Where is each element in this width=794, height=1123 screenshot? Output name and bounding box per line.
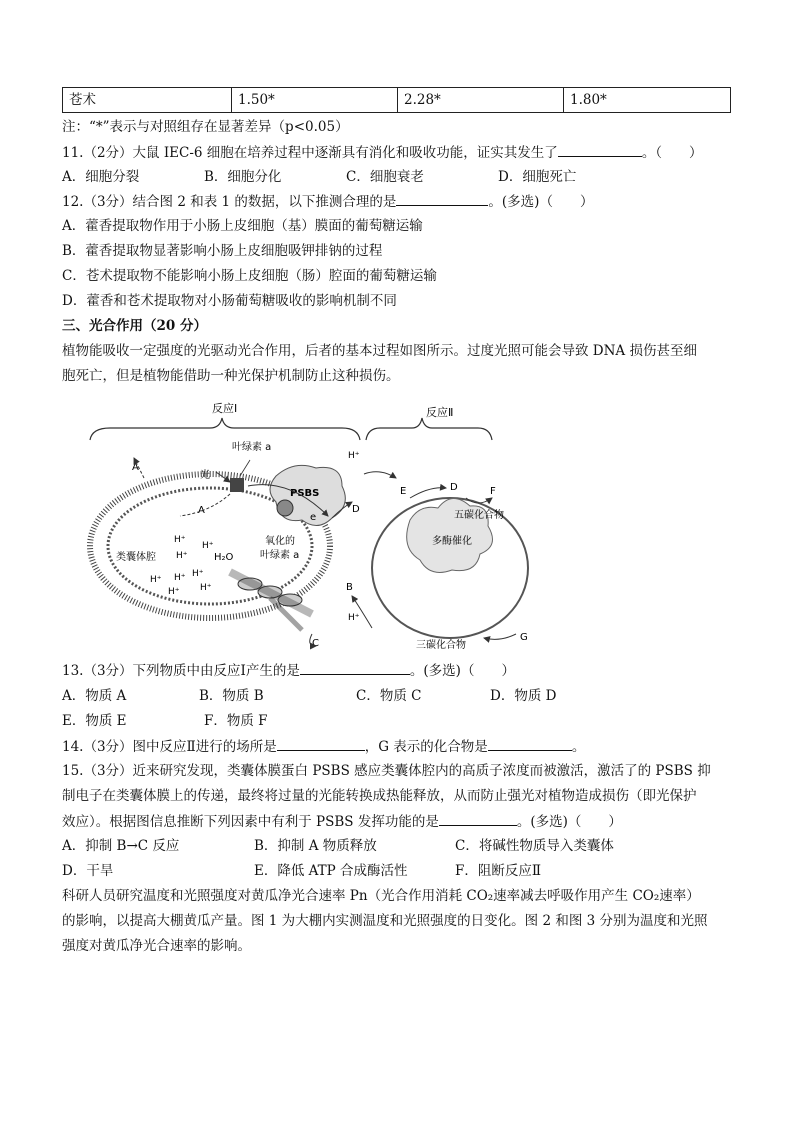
proton-right: H⁺ xyxy=(348,613,360,623)
enzymes-label: 多酶催化 xyxy=(432,536,472,547)
oxidized-chlorophyll-dot xyxy=(277,500,293,516)
q15-line-3 xyxy=(62,811,622,832)
q15-stem-text: 效应）。根据图信息推断下列因素中有利于 PSBS 发挥功能的是 xyxy=(62,814,439,830)
q14-stem xyxy=(62,736,585,757)
chlorophyll-label: 叶绿素 a xyxy=(232,442,272,453)
q14-stem-mid: ，G 表示的化合物是 xyxy=(364,739,488,755)
q13-option-d[interactable]: D．物质 D xyxy=(490,688,557,704)
q12-stem-tail: 。(多选)（ ） xyxy=(488,194,594,210)
q15-line-2: 制电子在类囊体膜上的传递，最终将过量的光能转换成热能释放，从而防止强光对植物造成损伤（即光保护 xyxy=(62,788,697,804)
q15-option-a[interactable]: A．抑制 B→C 反应 xyxy=(62,838,180,854)
pentose-label: 五碳化合物 xyxy=(454,510,504,521)
q11-answer-blank[interactable] xyxy=(558,142,642,157)
q13-stem-text: 13.（3分）下列物质中由反应Ⅰ产生的是 xyxy=(62,663,300,679)
q13-option-b[interactable]: B．物质 B xyxy=(199,688,264,704)
label-C: C xyxy=(312,638,319,649)
q13-answer-blank[interactable] xyxy=(300,660,410,675)
proton-7: H⁺ xyxy=(168,587,180,597)
atp-synthase xyxy=(230,572,312,630)
arrow-A-inner xyxy=(180,494,230,516)
proton-5: H⁺ xyxy=(174,573,186,583)
triose-label: 三碳化合物 xyxy=(416,640,466,651)
q13-option-f[interactable]: F．物质 F xyxy=(204,713,268,729)
q12-answer-blank[interactable] xyxy=(396,191,488,206)
light-label: 光 xyxy=(200,470,210,481)
q15-stem-tail: 。(多选)（ ） xyxy=(516,814,622,830)
q11-stem-tail: 。（ ） xyxy=(641,145,703,161)
reaction2-brace xyxy=(366,418,492,440)
label-B: B xyxy=(346,582,353,593)
arrow-from-G xyxy=(484,634,516,639)
q14-answer-blank-2[interactable] xyxy=(488,736,572,751)
q11-option-d[interactable]: D．细胞死亡 xyxy=(498,169,577,185)
photosynthesis-diagram xyxy=(80,398,550,660)
table-cell-name: 苍术 xyxy=(69,92,96,108)
closing-line-1: 科研人员研究温度和光照强度对黄瓜净光合速率 Pn（光合作用消耗 CO₂速率减去呼吸作用产生 CO₂速率） xyxy=(62,888,700,904)
reaction2-label: 反应Ⅱ xyxy=(426,406,454,419)
table-note: 注：“*”表示与对照组存在显著差异（p<0.05） xyxy=(62,119,349,135)
q11-option-a[interactable]: A．细胞分裂 xyxy=(62,169,140,185)
proton-4: H⁺ xyxy=(150,575,162,585)
q14-stem-text: 14.（3分）图中反应Ⅱ进行的场所是 xyxy=(62,739,277,755)
q15-option-d[interactable]: D．干旱 xyxy=(62,863,114,879)
psbs-label: PSBS xyxy=(290,488,320,499)
reaction1-label: 反应Ⅰ xyxy=(212,402,238,415)
closing-line-3: 强度对黄瓜净光合速率的影响。 xyxy=(62,938,251,954)
q12-stem xyxy=(62,191,593,212)
label-D-top: D xyxy=(450,482,458,493)
proton-1: H⁺ xyxy=(174,535,186,545)
label-F: F xyxy=(490,486,496,497)
reaction1-brace xyxy=(90,418,360,440)
q12-option-d[interactable]: D．藿香和苍术提取物对小肠葡萄糖吸收的影响机制不同 xyxy=(62,293,397,309)
q13-option-c[interactable]: C．物质 C xyxy=(356,688,422,704)
data-table-row xyxy=(62,87,731,113)
q15-option-c[interactable]: C．将碱性物质导入类囊体 xyxy=(455,838,614,854)
q14-answer-blank-1[interactable] xyxy=(277,736,365,751)
q13-option-e[interactable]: E．物质 E xyxy=(62,713,127,729)
oxidized-label-2: 叶绿素 a xyxy=(260,550,300,561)
label-D: D xyxy=(352,504,360,515)
q15-option-f[interactable]: F．阻断反应Ⅱ xyxy=(455,863,542,879)
q11-stem-text: 11.（2分）大鼠 IEC-6 细胞在培养过程中逐渐具有消化和吸收功能，证实其发生了 xyxy=(62,145,558,161)
q14-stem-tail: 。 xyxy=(571,739,586,755)
closing-line-2: 的影响，以提高大棚黄瓜产量。图 1 为大棚内实测温度和光照强度的日变化。图 2 和图 3 分别为温度和光照 xyxy=(62,913,708,929)
proton-2: H⁺ xyxy=(176,551,188,561)
label-E: E xyxy=(400,486,407,497)
chlorophyll-a-square xyxy=(230,478,244,492)
arrow-proton-to-E xyxy=(364,472,396,478)
label-A-inner: A xyxy=(198,505,205,516)
q15-option-b[interactable]: B．抑制 A 物质释放 xyxy=(254,838,377,854)
q11-option-c[interactable]: C．细胞衰老 xyxy=(346,169,424,185)
q13-stem xyxy=(62,660,515,681)
proton-6: H⁺ xyxy=(192,569,204,579)
q15-option-e[interactable]: E．降低 ATP 合成酶活性 xyxy=(254,863,408,879)
q11-stem xyxy=(62,142,703,163)
electron-label: e xyxy=(310,512,317,523)
q11-option-b[interactable]: B．细胞分化 xyxy=(204,169,282,185)
arrow-B xyxy=(352,596,372,628)
q13-option-a[interactable]: A．物质 A xyxy=(62,688,127,704)
water-label: H₂O xyxy=(214,552,234,563)
chlorophyll-pointer xyxy=(240,460,250,476)
proton-8: H⁺ xyxy=(200,583,212,593)
q15-answer-blank[interactable] xyxy=(439,811,517,826)
label-A-outer: A xyxy=(132,462,139,473)
q15-line-1: 15.（3分）近来研究发现，类囊体膜蛋白 PSBS 感应类囊体腔内的高质子浓度而被激活，激活了的 PSBS 抑 xyxy=(62,763,711,779)
arrow-E-to-D xyxy=(410,488,446,498)
proton-top: H⁺ xyxy=(348,451,360,461)
section-intro-line-2: 胞死亡，但是植物能借助一种光保护机制防止这种损伤。 xyxy=(62,368,400,384)
q12-stem-text: 12.（3分）结合图 2 和表 1 的数据，以下推测合理的是 xyxy=(62,194,397,210)
table-cell-value-2: 2.28* xyxy=(397,88,563,112)
label-G: G xyxy=(520,632,528,643)
proton-3: H⁺ xyxy=(202,541,214,551)
q12-option-a[interactable]: A．藿香提取物作用于小肠上皮细胞（基）膜面的葡萄糖运输 xyxy=(62,218,423,234)
q12-option-b[interactable]: B．藿香提取物显著影响小肠上皮细胞吸钾排钠的过程 xyxy=(62,243,383,259)
q12-option-c[interactable]: C．苍术提取物不能影响小肠上皮细胞（肠）腔面的葡萄糖运输 xyxy=(62,268,437,284)
section-intro-line-1: 植物能吸收一定强度的光驱动光合作用，后者的基本过程如图所示。过度光照可能会导致 DNA 损伤甚至细 xyxy=(62,343,697,359)
section-title: 三、光合作用（20 分） xyxy=(62,318,207,334)
q13-stem-tail: 。(多选)（ ） xyxy=(409,663,515,679)
oxidized-label-1: 氧化的 xyxy=(265,536,295,547)
lumen-label: 类囊体腔 xyxy=(116,552,156,563)
table-cell-value-1: 1.50* xyxy=(231,88,397,112)
table-cell-value-3: 1.80* xyxy=(563,88,730,112)
